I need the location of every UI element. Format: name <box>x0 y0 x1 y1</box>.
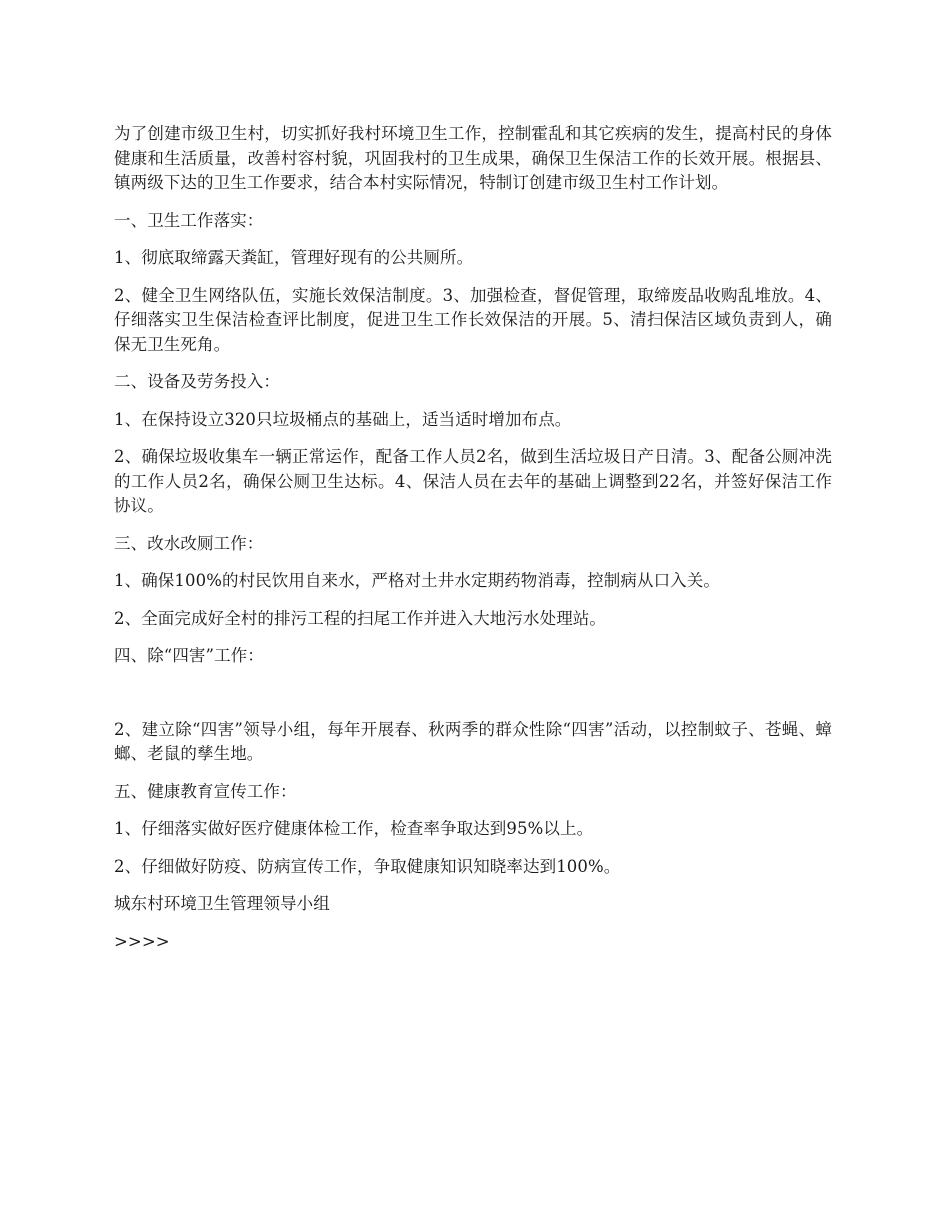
signature-line: 城东村环境卫生管理领导小组 <box>114 894 330 913</box>
section-2-item-2: 2、确保垃圾收集车一辆正常运作，配备工作人员2名，做到生活垃圾日产日清。3、配备公厕冲洗的工作人员2名，确保公厕卫生达标。4、保洁人员在去年的基础上调整到22名，并签好保洁工作协议。 <box>114 447 832 515</box>
section-1-item-2: 2、健全卫生网络队伍，实施长效保洁制度。3、加强检查，督促管理，取缔废品收购乱堆放。4、仔细落实卫生保洁检查评比制度，促进卫生工作长效保洁的开展。5、清扫保洁区域负责到人，确保无卫生死角。 <box>114 285 832 354</box>
document-body <box>114 122 832 967</box>
section-3-item-2: 2、全面完成好全村的排污工程的扫尾工作并进入大地污水处理站。 <box>114 608 606 628</box>
section-1-item-1: 1、彻底取缔露天粪缸，管理好现有的公共厕所。 <box>114 248 474 267</box>
intro-paragraph: 为了创建市级卫生村，切实抓好我村环境卫生工作，控制霍乱和其它疾病的发生，提高村民的身体健康和生活质量，改善村容村貌，巩固我村的卫生成果，确保卫生保洁工作的长效开展。根据县、镇两级下达的卫生工作要求，结合本村实际情况，特制订创建市级卫生村工作计划。 <box>114 124 832 192</box>
section-5-item-1: 1、仔细落实做好医疗健康体检工作，检查率争取达到95%以上。 <box>114 819 594 838</box>
section-5-item-2: 2、仔细做好防疫、防病宣传工作，争取健康知识知晓率达到100%。 <box>114 856 621 876</box>
blank-gap <box>114 682 832 718</box>
section-heading-2: 二、设备及劳务投入： <box>114 372 280 391</box>
section-4-item-2: 2、建立除“四害”领导小组，每年开展春、秋两季的群众性除“四害”活动，以控制蚊子、苍蝇、蟑螂、老鼠的孳生地。 <box>114 719 832 763</box>
section-3-item-1: 1、确保100%的村民饮用自来水，严格对土井水定期药物消毒，控制病从口入关。 <box>114 571 720 590</box>
section-heading-5: 五、健康教育宣传工作： <box>114 781 297 801</box>
section-heading-3: 三、改水改厕工作： <box>114 533 264 553</box>
section-heading-4: 四、除“四害”工作： <box>114 646 264 665</box>
continuation-marker: >>>> <box>114 931 170 951</box>
section-2-item-1: 1、在保持设立320只垃圾桶点的基础上，适当适时增加布点。 <box>114 409 572 429</box>
section-heading-1: 一、卫生工作落实： <box>114 210 264 230</box>
